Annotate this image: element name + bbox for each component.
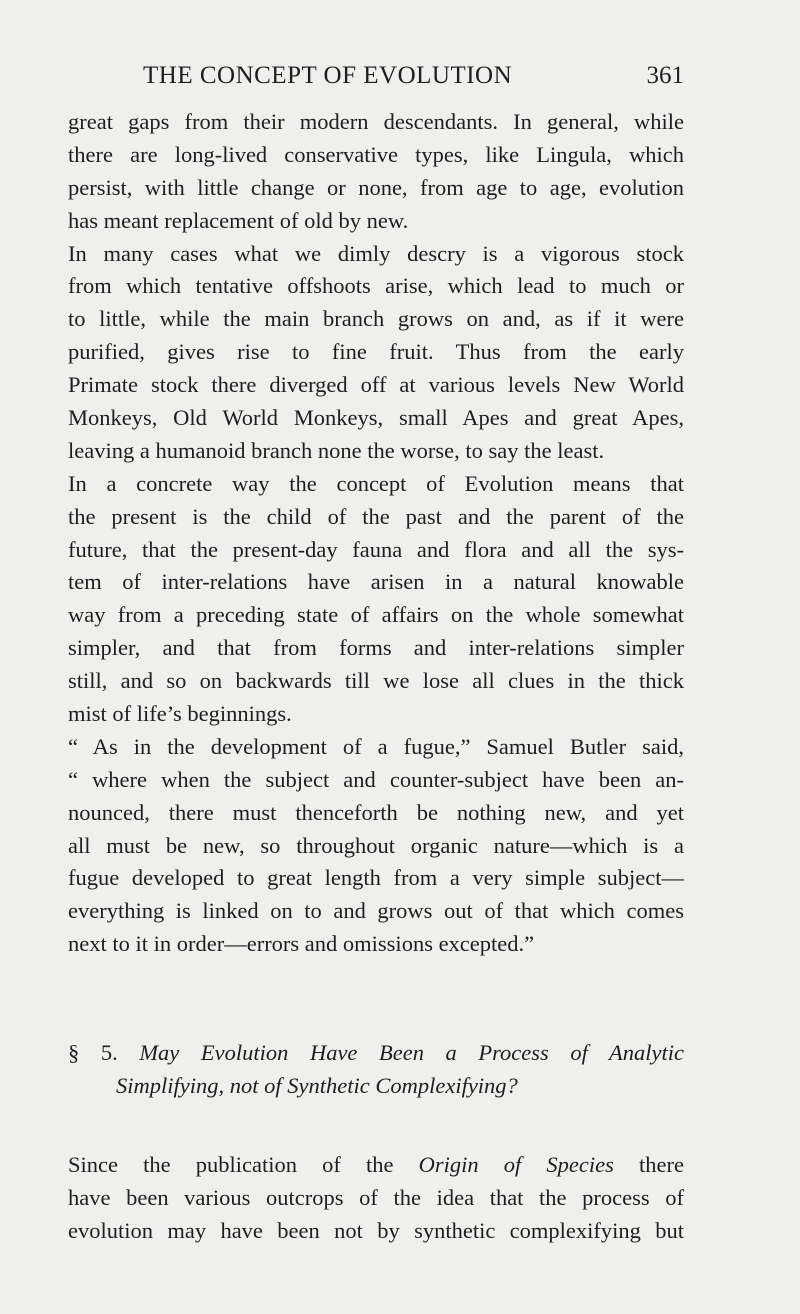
text-line: from which tentative offshoots arise, which lead to much or (68, 273, 684, 299)
text-line: In many cases what we dimly descry is a vigorous stock (68, 240, 684, 266)
text-line: “ where when the subject and counter-subject have been an- (68, 766, 684, 792)
text-segment: Since the publication of the (68, 1152, 419, 1177)
section-text (68, 1148, 684, 1247)
text-line: nounced, there must thenceforth be nothing new, and yet (68, 799, 684, 825)
text-line: mist of life’s beginnings. (68, 701, 292, 727)
text-line: In a concrete way the concept of Evolution means that (68, 470, 684, 496)
section-number: § 5. (68, 1040, 118, 1065)
body-text (68, 106, 684, 961)
text-line: fugue developed to great length from a very simple subject— (68, 865, 684, 891)
text-line: have been various outcrops of the idea that the process of (68, 1184, 684, 1210)
text-line: leaving a humanoid branch none the worse, to say the least. (68, 437, 605, 463)
text-line: still, and so on backwards till we lose all clues in the thick (68, 668, 684, 694)
text-line: has meant replacement of old by new. (68, 207, 409, 233)
text-line: persist, with little change or none, from age to age, evolution (68, 174, 684, 200)
text-line: tem of inter-relations have arisen in a natural knowable (68, 569, 684, 595)
text-line: to little, while the main branch grows on and, as if it were (68, 306, 684, 332)
text-line: Monkeys, Old World Monkeys, small Apes and great Apes, (68, 405, 684, 431)
text-line: all must be new, so throughout organic nature—which is a (68, 832, 684, 858)
book-title: Origin of Species (418, 1152, 614, 1177)
text-line: way from a preceding state of affairs on the whole somewhat (68, 602, 684, 628)
page-number: 361 (646, 62, 684, 89)
text-line: purified, gives rise to fine fruit. Thus from the early (68, 339, 684, 365)
text-line: “ As in the development of a fugue,” Samuel Butler said, (68, 733, 684, 759)
text-line: future, that the present-day fauna and flora and all the sys- (68, 536, 684, 562)
text-line: there are long-lived conservative types, like Lingula, which (68, 141, 684, 167)
text-line: evolution may have been not by synthetic complexifying but (68, 1217, 684, 1243)
running-title: THE CONCEPT OF EVOLUTION (143, 62, 513, 89)
text-line: great gaps from their modern descendants. In general, while (68, 109, 684, 134)
text-segment: there (613, 1152, 685, 1177)
section-heading (68, 1036, 684, 1102)
text-line: Primate stock there diverged off at various levels New World (68, 372, 684, 398)
section-title-part2: Simplifying, not of Synthetic Complexifying? (116, 1072, 518, 1098)
text-line (68, 1148, 684, 1181)
section-title-part1: May Evolution Have Been a Process of Analytic (139, 1040, 685, 1065)
text-line: the present is the child of the past and the parent of the (68, 503, 684, 529)
text-line: everything is linked on to and grows out of that which comes (68, 898, 684, 924)
text-line: next to it in order—errors and omissions excepted.” (68, 931, 535, 957)
section-heading-line1 (68, 1036, 684, 1069)
page-header (0, 62, 800, 96)
text-line: simpler, and that from forms and inter-relations simpler (68, 635, 684, 661)
